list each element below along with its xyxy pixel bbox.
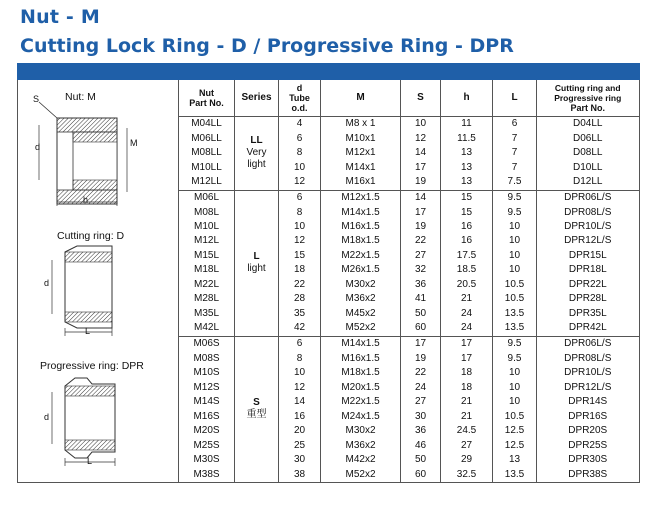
cell-height-h: 17 <box>441 336 493 351</box>
cell-ring-part-no: D12LL <box>537 175 639 190</box>
cell-series <box>235 117 279 191</box>
cell-tube-od: 20 <box>279 424 321 438</box>
nut-h-label: h <box>83 195 89 205</box>
nut-d-label: d <box>35 142 41 152</box>
cell-length-l: 10.5 <box>493 409 537 423</box>
cutting-l-label: L <box>85 326 91 336</box>
cell-ring-part-no: DPR30S <box>537 453 639 467</box>
cell-height-h: 27 <box>441 438 493 452</box>
table-row <box>179 117 639 132</box>
cell-ring-part-no: DPR06L/S <box>537 336 639 351</box>
cell-length-l: 9.5 <box>493 336 537 351</box>
cell-tube-od: 18 <box>279 263 321 277</box>
cell-nut-part-no: M16S <box>179 409 235 423</box>
cell-nut-part-no: M12S <box>179 380 235 394</box>
cell-nut-part-no: M08LL <box>179 146 235 160</box>
cell-size-s: 19 <box>401 351 441 365</box>
table-row <box>179 336 639 351</box>
cell-length-l: 10 <box>493 249 537 263</box>
diagrams-svg <box>17 80 178 483</box>
progressive-l-label: L <box>87 456 93 466</box>
cell-thread-m: M42x2 <box>321 453 401 467</box>
cell-height-h: 21 <box>441 292 493 306</box>
cell-height-h: 15 <box>441 205 493 219</box>
cell-ring-part-no: D06LL <box>537 132 639 146</box>
cell-thread-m: M26x1.5 <box>321 263 401 277</box>
cell-height-h: 21 <box>441 395 493 409</box>
cutting-d-label: d <box>44 278 50 288</box>
diagram-panel <box>17 80 178 483</box>
cell-ring-part-no: DPR16S <box>537 409 639 423</box>
cell-tube-od: 14 <box>279 395 321 409</box>
header-bar <box>17 63 640 80</box>
cell-length-l: 13.5 <box>493 321 537 336</box>
cell-nut-part-no: M15L <box>179 249 235 263</box>
cell-tube-od: 12 <box>279 175 321 190</box>
cell-tube-od: 30 <box>279 453 321 467</box>
col-h: h <box>441 80 493 117</box>
cell-nut-part-no: M08S <box>179 351 235 365</box>
cell-tube-od: 8 <box>279 146 321 160</box>
cell-thread-m: M30x2 <box>321 424 401 438</box>
cell-nut-part-no: M20S <box>179 424 235 438</box>
cell-nut-part-no: M04LL <box>179 117 235 132</box>
cell-height-h: 11.5 <box>441 132 493 146</box>
col-s: S <box>401 80 441 117</box>
cell-height-h: 18 <box>441 366 493 380</box>
cell-ring-part-no: DPR08L/S <box>537 205 639 219</box>
cell-length-l: 10 <box>493 395 537 409</box>
cell-size-s: 22 <box>401 366 441 380</box>
nut-drawing <box>39 102 127 206</box>
cell-size-s: 46 <box>401 438 441 452</box>
cell-size-s: 50 <box>401 453 441 467</box>
cell-length-l: 13.5 <box>493 307 537 321</box>
cell-thread-m: M52x2 <box>321 467 401 482</box>
cell-height-h: 32.5 <box>441 467 493 482</box>
cell-thread-m: M36x2 <box>321 292 401 306</box>
cell-height-h: 17 <box>441 351 493 365</box>
cell-size-s: 22 <box>401 234 441 248</box>
series-desc: light <box>247 263 266 275</box>
cell-ring-part-no: D04LL <box>537 117 639 132</box>
cell-ring-part-no: DPR20S <box>537 424 639 438</box>
cell-tube-od: 15 <box>279 249 321 263</box>
cell-thread-m: M45x2 <box>321 307 401 321</box>
cell-thread-m: M8 x 1 <box>321 117 401 132</box>
cell-height-h: 13 <box>441 175 493 190</box>
cell-ring-part-no: DPR38S <box>537 467 639 482</box>
cell-length-l: 13 <box>493 453 537 467</box>
series-desc: 重型 <box>246 409 267 421</box>
cell-thread-m: M16x1.5 <box>321 351 401 365</box>
cell-size-s: 19 <box>401 220 441 234</box>
cell-ring-part-no: DPR08L/S <box>537 351 639 365</box>
cutting-caption: Cutting ring: D <box>57 230 125 242</box>
cell-length-l: 12.5 <box>493 424 537 438</box>
cell-size-s: 32 <box>401 263 441 277</box>
table-body <box>179 117 639 483</box>
cell-nut-part-no: M38S <box>179 467 235 482</box>
cell-length-l: 10 <box>493 380 537 394</box>
cell-ring-part-no: D08LL <box>537 146 639 160</box>
cell-size-s: 30 <box>401 409 441 423</box>
cell-nut-part-no: M10L <box>179 220 235 234</box>
cell-tube-od: 12 <box>279 234 321 248</box>
cell-length-l: 6 <box>493 117 537 132</box>
table-row <box>179 190 639 205</box>
cell-nut-part-no: M06S <box>179 336 235 351</box>
nut-s-label: S <box>33 94 40 104</box>
cell-nut-part-no: M12L <box>179 234 235 248</box>
cell-size-s: 24 <box>401 380 441 394</box>
cell-ring-part-no: DPR10L/S <box>537 220 639 234</box>
cell-nut-part-no: M28L <box>179 292 235 306</box>
cell-length-l: 12.5 <box>493 438 537 452</box>
cell-thread-m: M20x1.5 <box>321 380 401 394</box>
cell-thread-m: M10x1 <box>321 132 401 146</box>
cell-tube-od: 10 <box>279 366 321 380</box>
cell-height-h: 24 <box>441 321 493 336</box>
col-l: L <box>493 80 537 117</box>
cell-height-h: 16 <box>441 220 493 234</box>
cell-size-s: 17 <box>401 336 441 351</box>
cell-height-h: 13 <box>441 146 493 160</box>
cell-size-s: 17 <box>401 161 441 175</box>
series-name: L <box>253 251 260 263</box>
cell-nut-part-no: M06LL <box>179 132 235 146</box>
cell-thread-m: M18x1.5 <box>321 234 401 248</box>
cell-length-l: 10.5 <box>493 278 537 292</box>
cell-height-h: 24 <box>441 307 493 321</box>
cell-thread-m: M14x1.5 <box>321 336 401 351</box>
cell-height-h: 13 <box>441 161 493 175</box>
cell-size-s: 27 <box>401 249 441 263</box>
cell-size-s: 36 <box>401 424 441 438</box>
cell-tube-od: 10 <box>279 161 321 175</box>
cell-height-h: 21 <box>441 409 493 423</box>
cell-nut-part-no: M12LL <box>179 175 235 190</box>
progressive-d-label: d <box>44 412 50 422</box>
cell-size-s: 41 <box>401 292 441 306</box>
cell-length-l: 10 <box>493 263 537 277</box>
cell-tube-od: 38 <box>279 467 321 482</box>
cell-size-s: 60 <box>401 467 441 482</box>
cell-height-h: 11 <box>441 117 493 132</box>
cell-nut-part-no: M06L <box>179 190 235 205</box>
cell-tube-od: 35 <box>279 307 321 321</box>
cell-tube-od: 8 <box>279 205 321 219</box>
cell-size-s: 50 <box>401 307 441 321</box>
cell-nut-part-no: M10LL <box>179 161 235 175</box>
cell-series <box>235 336 279 482</box>
cell-ring-part-no: DPR35L <box>537 307 639 321</box>
cell-ring-part-no: D10LL <box>537 161 639 175</box>
cell-ring-part-no: DPR12L/S <box>537 380 639 394</box>
cell-size-s: 27 <box>401 395 441 409</box>
cell-thread-m: M52x2 <box>321 321 401 336</box>
cell-tube-od: 12 <box>279 380 321 394</box>
cell-height-h: 15 <box>441 190 493 205</box>
title-rings: Cutting Lock Ring - D / Progressive Ring - DPR <box>20 35 514 57</box>
cell-thread-m: M22x1.5 <box>321 249 401 263</box>
series-name: S <box>253 397 260 409</box>
cell-height-h: 18 <box>441 380 493 394</box>
cell-thread-m: M12x1.5 <box>321 190 401 205</box>
cell-nut-part-no: M30S <box>179 453 235 467</box>
cell-size-s: 60 <box>401 321 441 336</box>
cell-length-l: 7 <box>493 132 537 146</box>
cell-length-l: 10 <box>493 234 537 248</box>
cell-thread-m: M12x1 <box>321 146 401 160</box>
series-name: LL <box>250 135 263 147</box>
cell-length-l: 10 <box>493 220 537 234</box>
series-desc: light <box>247 159 266 171</box>
cell-length-l: 9.5 <box>493 190 537 205</box>
col-m: M <box>321 80 401 117</box>
cell-length-l: 10.5 <box>493 292 537 306</box>
cell-ring-part-no: DPR22L <box>537 278 639 292</box>
cell-height-h: 18.5 <box>441 263 493 277</box>
cell-ring-part-no: DPR06L/S <box>537 190 639 205</box>
spec-table <box>178 80 639 482</box>
cell-height-h: 17.5 <box>441 249 493 263</box>
cell-nut-part-no: M42L <box>179 321 235 336</box>
title-nut: Nut - M <box>20 6 100 28</box>
cell-tube-od: 16 <box>279 409 321 423</box>
cell-nut-part-no: M35L <box>179 307 235 321</box>
cell-height-h: 20.5 <box>441 278 493 292</box>
cell-tube-od: 22 <box>279 278 321 292</box>
nut-caption: Nut: M <box>65 91 96 103</box>
cell-thread-m: M14x1.5 <box>321 205 401 219</box>
cell-size-s: 19 <box>401 175 441 190</box>
cell-size-s: 10 <box>401 117 441 132</box>
cell-ring-part-no: DPR10L/S <box>537 366 639 380</box>
progressive-ring-drawing <box>52 378 115 466</box>
cell-thread-m: M30x2 <box>321 278 401 292</box>
cell-series <box>235 190 279 336</box>
cell-ring-part-no: DPR12L/S <box>537 234 639 248</box>
cell-tube-od: 6 <box>279 190 321 205</box>
cell-nut-part-no: M25S <box>179 438 235 452</box>
cell-ring-part-no: DPR18L <box>537 263 639 277</box>
cell-size-s: 14 <box>401 146 441 160</box>
cell-size-s: 17 <box>401 205 441 219</box>
cell-tube-od: 4 <box>279 117 321 132</box>
cell-length-l: 7 <box>493 161 537 175</box>
col-ring-part-no: Cutting ring and Progressive ring Part No. <box>537 80 639 117</box>
cell-thread-m: M16x1 <box>321 175 401 190</box>
series-desc: Very <box>246 147 267 159</box>
cell-tube-od: 10 <box>279 220 321 234</box>
cell-tube-od: 42 <box>279 321 321 336</box>
col-tube-od: d Tube o.d. <box>279 80 321 117</box>
cell-ring-part-no: DPR25S <box>537 438 639 452</box>
cell-nut-part-no: M18L <box>179 263 235 277</box>
cell-tube-od: 8 <box>279 351 321 365</box>
cell-height-h: 29 <box>441 453 493 467</box>
cell-thread-m: M14x1 <box>321 161 401 175</box>
cell-size-s: 36 <box>401 278 441 292</box>
cell-tube-od: 28 <box>279 292 321 306</box>
cell-thread-m: M18x1.5 <box>321 366 401 380</box>
cell-ring-part-no: DPR42L <box>537 321 639 336</box>
col-series: Series <box>235 80 279 117</box>
cell-size-s: 12 <box>401 132 441 146</box>
cell-thread-m: M16x1.5 <box>321 220 401 234</box>
cell-length-l: 13.5 <box>493 467 537 482</box>
cell-height-h: 16 <box>441 234 493 248</box>
cell-tube-od: 25 <box>279 438 321 452</box>
cell-nut-part-no: M08L <box>179 205 235 219</box>
cell-height-h: 24.5 <box>441 424 493 438</box>
cutting-ring-drawing <box>52 246 112 336</box>
cell-tube-od: 6 <box>279 132 321 146</box>
cell-thread-m: M22x1.5 <box>321 395 401 409</box>
cell-ring-part-no: DPR14S <box>537 395 639 409</box>
cell-thread-m: M36x2 <box>321 438 401 452</box>
cell-ring-part-no: DPR15L <box>537 249 639 263</box>
cell-length-l: 7 <box>493 146 537 160</box>
cell-thread-m: M24x1.5 <box>321 409 401 423</box>
nut-m-label: M <box>130 138 138 148</box>
cell-size-s: 14 <box>401 190 441 205</box>
cell-tube-od: 6 <box>279 336 321 351</box>
cell-nut-part-no: M14S <box>179 395 235 409</box>
table-header-row <box>179 80 639 117</box>
progressive-caption: Progressive ring: DPR <box>40 360 144 372</box>
cell-ring-part-no: DPR28L <box>537 292 639 306</box>
cell-nut-part-no: M22L <box>179 278 235 292</box>
cell-length-l: 9.5 <box>493 205 537 219</box>
cell-length-l: 9.5 <box>493 351 537 365</box>
cell-length-l: 10 <box>493 366 537 380</box>
cell-length-l: 7.5 <box>493 175 537 190</box>
cell-nut-part-no: M10S <box>179 366 235 380</box>
col-nut-part-no: Nut Part No. <box>179 80 235 117</box>
